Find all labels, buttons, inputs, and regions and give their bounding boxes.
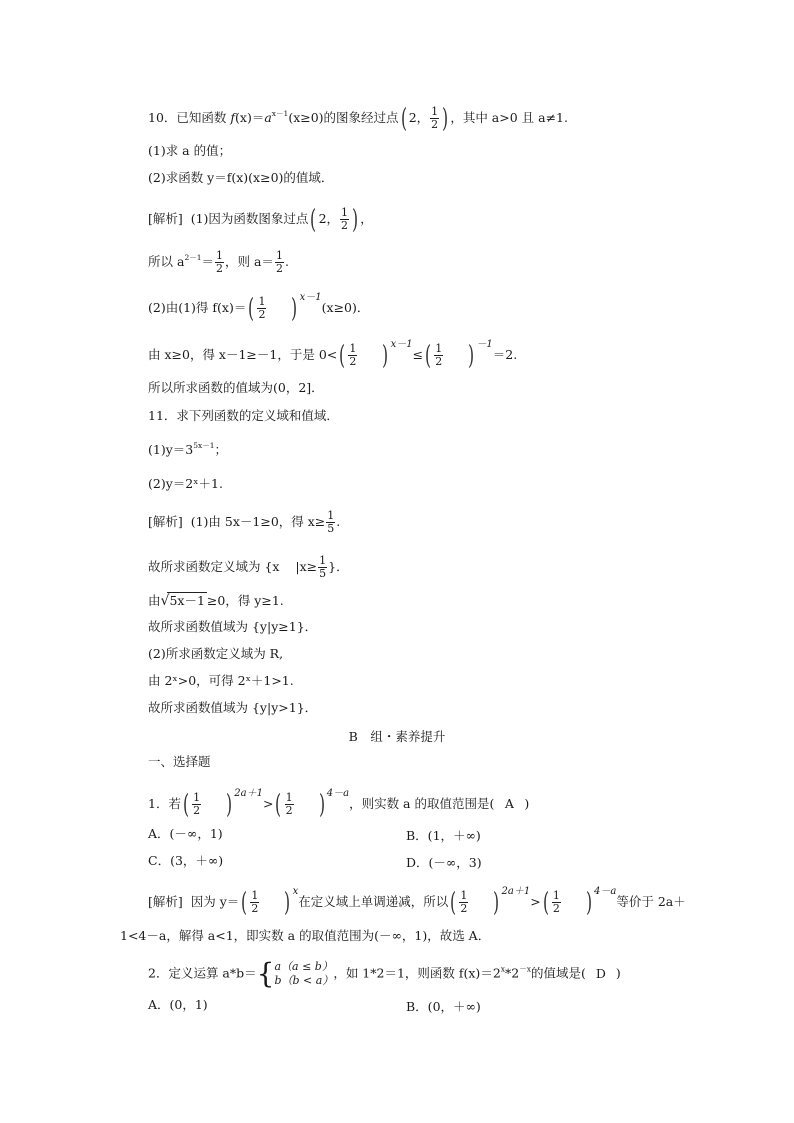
q10-sol-line5: 所以所求函数的值域为(0，2]． bbox=[148, 380, 324, 395]
q10-sol-line3: (2)由(1)得 f(x)＝( $\frac{1}{2}$ ) x－1(x≥0)． bbox=[148, 292, 370, 324]
q10-part2: (2)求函数 y＝f(x)(x≥0)的值域． bbox=[148, 170, 334, 185]
b1-sol-line1: [解析] 因为 y＝( $\frac{1}{2}$ ) x在定义域上单调递减，所以( $\frac{1}{2}$ ) 2a＋1>( $\frac{1}{2}$ ) 4－a等价于 2a＋ bbox=[148, 886, 686, 918]
b2-answer: D bbox=[595, 965, 606, 981]
q11-part1: $(1)y=3^{5x-1}$； bbox=[148, 441, 228, 457]
b1-sol-line2: 1<4－a，解得 a<1，即实数 a 的取值范围为(－∞，1)，故选 A． bbox=[120, 928, 491, 943]
solution-label: [解析] bbox=[148, 514, 183, 529]
q11-part2: (2)y＝2ˣ＋1. bbox=[148, 476, 223, 491]
q11-sol-line6: 由 2ˣ>0，可得 2ˣ＋1>1. bbox=[148, 673, 294, 688]
q11-sol-line7: 故所求函数值域为 {y|y>1}． bbox=[148, 700, 318, 715]
b1-option-b: B．(1，＋∞) bbox=[406, 828, 481, 843]
q11-sol-line3: 由√5x－1 ≥0，得 y≥1. bbox=[148, 593, 284, 609]
q10-part1: (1)求 a 的值； bbox=[148, 143, 232, 158]
section-heading-choice: 一、选择题 bbox=[148, 754, 211, 769]
q11-stem: 11．求下列函数的定义域和值域． bbox=[148, 408, 339, 423]
q10-sol-line1: [解析] (1)因为函数图象过点( 2， $\frac{1}{2}$ ) ， bbox=[148, 204, 373, 235]
solution-label: [解析] bbox=[148, 211, 183, 226]
q11-sol-line5: (2)所求函数定义域为 R, bbox=[148, 646, 284, 661]
solution-label: [解析] bbox=[148, 894, 183, 909]
section-title-group-b: B 组・素养提升 bbox=[348, 729, 446, 744]
b1-option-c: C．(3，＋∞) bbox=[148, 853, 224, 868]
b1-stem: 1．若( $\frac{1}{2}$ ) 2a＋1>( $\frac{1}{2}$ ) 4－a，则实数 a 的取值范围是( A ) bbox=[148, 788, 530, 820]
b2-stem: 2．定义运算 a*b＝{ a（a ≤ b） b（b < a） ，如 1*2＝1，则函数 $f(x)=2^x*2^{-x}$的值域是( D ) bbox=[148, 957, 621, 990]
q11-sol-line2: 故所求函数定义域为 {x |x≥ $\frac{1}{5}$ }． bbox=[148, 554, 349, 580]
b2-option-b: B．(0，＋∞) bbox=[406, 999, 481, 1014]
q10-sol-line4: 由 x≥0，得 x－1≥－1，于是 0<( $\frac{1}{2}$ ) x－1≤( $\frac{1}{2}$ ) －1＝2. bbox=[148, 339, 518, 371]
q10-stem: 10．已知函数 $f(x)=a^{x-1}(x\ge 0)$的图象经过点( 2， $\frac{1}{2}$ ) ，其中 a>0 且 a≠1. bbox=[148, 103, 568, 134]
b1-option-a: A．(－∞，1) bbox=[148, 826, 223, 841]
q11-sol-line1: [解析] (1)由 5x－1≥0，得 x≥ $\frac{1}{5}$ . bbox=[148, 509, 341, 535]
q11-sol-line4: 故所求函数值域为 {y|y≥1}． bbox=[148, 619, 318, 634]
q10-sol-line2: 所以 $a^{2-1}=$ $\frac{1}{2}$ ，则 a＝ $\frac{1}{2}$ . bbox=[148, 249, 289, 275]
b2-option-a: A．(0，1) bbox=[148, 997, 208, 1012]
b1-answer: A bbox=[504, 796, 514, 811]
b1-option-d: D．(－∞，3) bbox=[406, 855, 482, 870]
